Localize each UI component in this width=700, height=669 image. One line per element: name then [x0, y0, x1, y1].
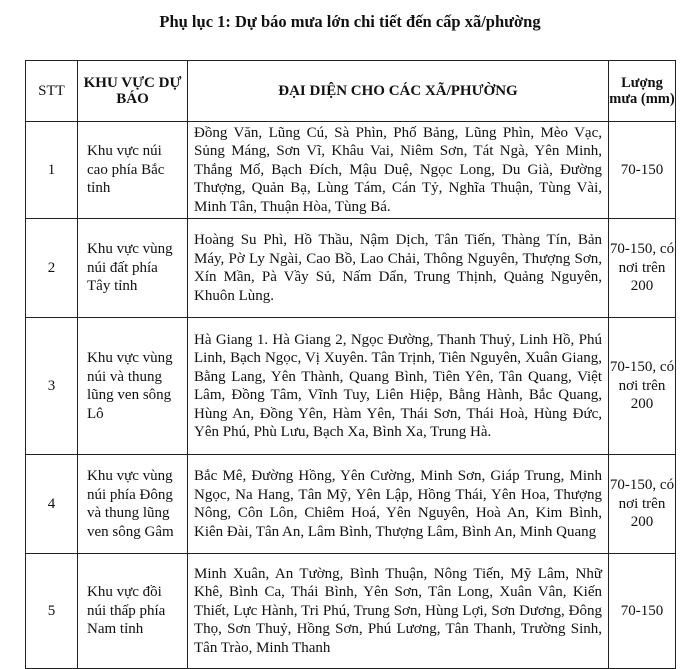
row-stt: 3: [26, 318, 78, 455]
row-stt: 5: [26, 554, 78, 669]
header-names: ĐẠI DIỆN CHO CÁC XÃ/PHƯỜNG: [188, 61, 609, 122]
row-area: Khu vực vùng núi và thung lũng ven sông Lô: [78, 318, 188, 455]
table-row: [26, 554, 676, 669]
table-header-row: [26, 61, 676, 122]
row-amount: 70-150, có nơi trên 200: [609, 219, 676, 318]
header-stt: STT: [26, 61, 78, 122]
row-area: Khu vực vùng núi phía Đông và thung lũng ven sông Gâm: [78, 455, 188, 554]
row-names: Đồng Văn, Lũng Cú, Sà Phìn, Phố Bảng, Lũng Phìn, Mèo Vạc, Sủng Máng, Sơn Vĩ, Khâu Vai, Niêm Sơn, Tát Ngà, Yên Minh, Thắng Mố, Bạch Đích, Mậu Duệ, Ngọc Long, Du Già, Đường Thượng, Quản Bạ, Lùng Tám, Cán Tỷ, Nghĩa Thuận, Tùng Vài, Minh Tân, Thuận Hòa, Tùng Bá.: [188, 122, 609, 219]
row-stt: 4: [26, 455, 78, 554]
table-row: [26, 318, 676, 455]
table-row: [26, 219, 676, 318]
row-amount: 70-150: [609, 122, 676, 219]
header-area: KHU VỰC DỰ BÁO: [78, 61, 188, 122]
table-row: [26, 122, 676, 219]
row-names: Bắc Mê, Đường Hồng, Yên Cường, Minh Sơn, Giáp Trung, Minh Ngọc, Na Hang, Tân Mỹ, Yên Lập, Hồng Thái, Yên Hoa, Thượng Nông, Côn Lôn, Chiêm Hoá, Yên Nguyên, Hoà An, Kim Bình, Kiên Đài, Tân An, Lâm Bình, Thượng Lâm, Bình An, Minh Quang: [188, 455, 609, 554]
row-amount: 70-150, có nơi trên 200: [609, 318, 676, 455]
page-title: Phụ lục 1: Dự báo mưa lớn chi tiết đến cấp xã/phường: [159, 12, 541, 31]
table-row: [26, 455, 676, 554]
forecast-table: [25, 60, 676, 669]
row-names: Hoàng Su Phì, Hồ Thầu, Nậm Dịch, Tân Tiến, Thàng Tín, Bản Máy, Pờ Ly Ngài, Cao Bồ, Lao Chải, Thông Nguyên, Thượng Sơn, Xín Mần, Pà Vầy Sủ, Nấm Dẩn, Trung Thịnh, Quảng Nguyên, Khuôn Lùng.: [188, 219, 609, 318]
row-amount: 70-150, có nơi trên 200: [609, 455, 676, 554]
row-area: Khu vực vùng núi đất phía Tây tỉnh: [78, 219, 188, 318]
row-stt: 2: [26, 219, 78, 318]
header-amount: Lượng mưa (mm): [609, 61, 676, 122]
row-stt: 1: [26, 122, 78, 219]
row-amount: 70-150: [609, 554, 676, 669]
row-area: Khu vực đồi núi thấp phía Nam tỉnh: [78, 554, 188, 669]
row-area: Khu vực núi cao phía Bắc tỉnh: [78, 122, 188, 219]
row-names: Hà Giang 1. Hà Giang 2, Ngọc Đường, Thanh Thuỷ, Linh Hồ, Phú Linh, Bạch Ngọc, Vị Xuyên. Tân Trịnh, Tiên Nguyên, Xuân Giang, Bằng Lang, Yên Thành, Quang Bình, Tiên Yên, Tân Quang, Việt Lâm, Đồng Tâm, Vĩnh Tuy, Liên Hiệp, Bằng Hành, Bắc Quang, Hùng An, Đồng Yên, Hàm Yên, Thái Sơn, Thái Hoà, Hùng Đức, Yên Phú, Phù Lưu, Bạch Xa, Bình Xa, Trung Hà.: [188, 318, 609, 455]
row-names: Minh Xuân, An Tường, Bình Thuận, Nông Tiến, Mỹ Lâm, Nhữ Khê, Bình Ca, Thái Bình, Yên Sơn, Tân Long, Xuân Vân, Kiến Thiết, Lực Hành, Tri Phú, Trung Sơn, Hùng Lợi, Sơn Dương, Đông Thọ, Sơn Thuỷ, Hồng Sơn, Phú Lương, Tân Thanh, Trường Sinh, Tân Trào, Minh Thanh: [188, 554, 609, 669]
